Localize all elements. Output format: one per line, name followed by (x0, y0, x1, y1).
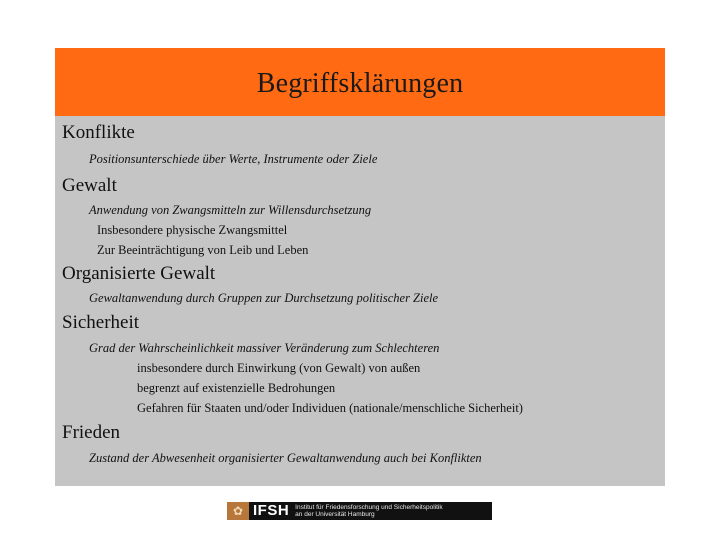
logo-line-2: an der Universität Hamburg (295, 511, 375, 518)
definition-frieden: Zustand der Abwesenheit organisierter Gewaltanwendung auch bei Konflikten (89, 451, 482, 465)
detail-sicherheit-1: insbesondere durch Einwirkung (von Gewalt) von außen (137, 361, 421, 375)
detail-sicherheit-3: Gefahren für Staaten und/oder Individuen (nationale/menschliche Sicherheit) (137, 401, 523, 415)
heading-konflikte: Konflikte (62, 122, 135, 143)
content-box (55, 116, 665, 486)
ifsh-logo (227, 502, 492, 520)
detail-gewalt-2: Zur Beeinträchtigung von Leib und Leben (97, 243, 309, 257)
detail-sicherheit-2: begrenzt auf existenzielle Bedrohungen (137, 381, 336, 395)
title-bar (55, 48, 665, 116)
definition-sicherheit: Grad der Wahrscheinlichkeit massiver Veränderung zum Schlechteren (89, 341, 440, 355)
definition-konflikte: Positionsunterschiede über Werte, Instrumente oder Ziele (89, 152, 378, 166)
definition-organisierte-gewalt: Gewaltanwendung durch Gruppen zur Durchsetzung politischer Ziele (89, 291, 439, 305)
logo-text (295, 502, 446, 520)
heading-sicherheit: Sicherheit (62, 312, 140, 333)
heading-frieden: Frieden (62, 422, 121, 443)
definition-gewalt: Anwendung von Zwangsmitteln zur Willensdurchsetzung (89, 203, 372, 217)
owl-emblem-icon: ✿ (227, 502, 249, 520)
detail-gewalt-1: Insbesondere physische Zwangsmittel (97, 223, 288, 237)
logo-line-1: Institut für Friedensforschung und Sicherheitspolitik (295, 503, 443, 511)
heading-gewalt: Gewalt (62, 175, 117, 196)
heading-organisierte-gewalt: Organisierte Gewalt (62, 263, 216, 284)
logo-acronym: IFSH (253, 502, 290, 519)
slide-title: Begriffsklärungen (256, 68, 464, 99)
